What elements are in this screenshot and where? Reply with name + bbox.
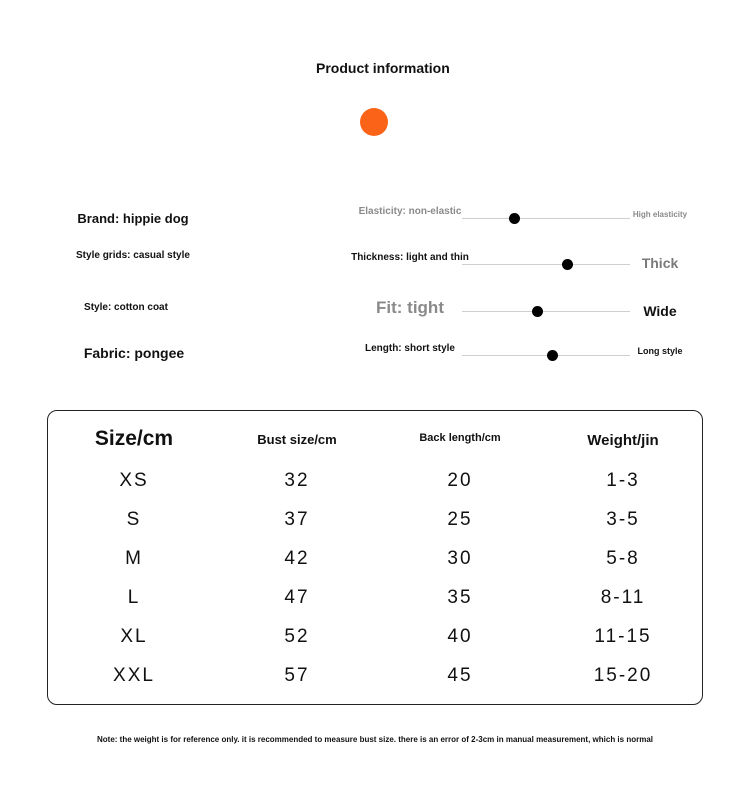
table-cell-weight: 5-8	[606, 548, 640, 569]
table-cell-weight: 1-3	[606, 470, 640, 491]
table-cell-size: M	[125, 548, 143, 569]
slider-elasticity-left-label: Elasticity: non-elastic	[358, 206, 462, 217]
accent-dot	[360, 108, 388, 136]
table-cell-weight: 11-15	[594, 626, 652, 647]
measurement-note: Note: the weight is for reference only. it is recommended to measure bust size. there is an error of 2-3cm in manual measurement, which is normal	[96, 735, 653, 744]
table-cell-size: XS	[119, 470, 149, 491]
attribute-brand: Brand: hippie dog	[77, 211, 189, 226]
table-cell-bust: 42	[284, 548, 310, 569]
slider-length-track	[462, 355, 630, 356]
table-cell-back-length: 25	[447, 509, 473, 530]
slider-length-right-label: Long style	[637, 346, 683, 356]
table-cell-size: L	[127, 587, 141, 608]
slider-fit-left-label: Fit: tight	[376, 298, 444, 317]
slider-thickness-left-label: Thickness: light and thin	[351, 252, 469, 263]
slider-thickness-knob	[562, 259, 573, 270]
table-cell-size: S	[126, 509, 142, 530]
table-header-back-length: Back length/cm	[419, 432, 501, 444]
attribute-style: Style: cotton coat	[84, 302, 168, 313]
table-cell-back-length: 20	[447, 470, 473, 491]
page-title: Product information	[316, 60, 450, 76]
slider-elasticity-track	[462, 218, 630, 219]
table-cell-weight: 3-5	[606, 509, 640, 530]
table-header-bust: Bust size/cm	[257, 432, 337, 447]
slider-fit-knob	[532, 306, 543, 317]
slider-length-knob	[547, 350, 558, 361]
slider-elasticity-knob	[509, 213, 520, 224]
table-cell-back-length: 30	[447, 548, 473, 569]
table-cell-size: XXL	[113, 665, 155, 686]
table-cell-back-length: 40	[447, 626, 473, 647]
table-cell-weight: 8-11	[600, 587, 646, 608]
slider-fit-track	[462, 311, 630, 312]
slider-elasticity-right-label: High elasticity	[632, 210, 688, 219]
slider-length-left-label: Length: short style	[364, 343, 455, 354]
table-header-size: Size/cm	[94, 427, 174, 450]
slider-thickness-track	[462, 264, 630, 265]
table-cell-bust: 57	[284, 665, 310, 686]
table-cell-back-length: 45	[447, 665, 473, 686]
table-cell-size: XL	[120, 626, 148, 647]
table-cell-bust: 37	[284, 509, 310, 530]
table-header-weight: Weight/jin	[587, 432, 659, 449]
table-cell-bust: 47	[284, 587, 310, 608]
slider-fit-right-label: Wide	[643, 303, 677, 319]
table-cell-weight: 15-20	[593, 665, 653, 686]
table-cell-bust: 52	[284, 626, 310, 647]
table-cell-bust: 32	[284, 470, 310, 491]
slider-thickness-right-label: Thick	[641, 255, 679, 271]
table-cell-back-length: 35	[447, 587, 473, 608]
attribute-style-grids: Style grids: casual style	[76, 250, 190, 261]
attribute-fabric: Fabric: pongee	[83, 345, 185, 361]
size-table	[47, 410, 703, 705]
